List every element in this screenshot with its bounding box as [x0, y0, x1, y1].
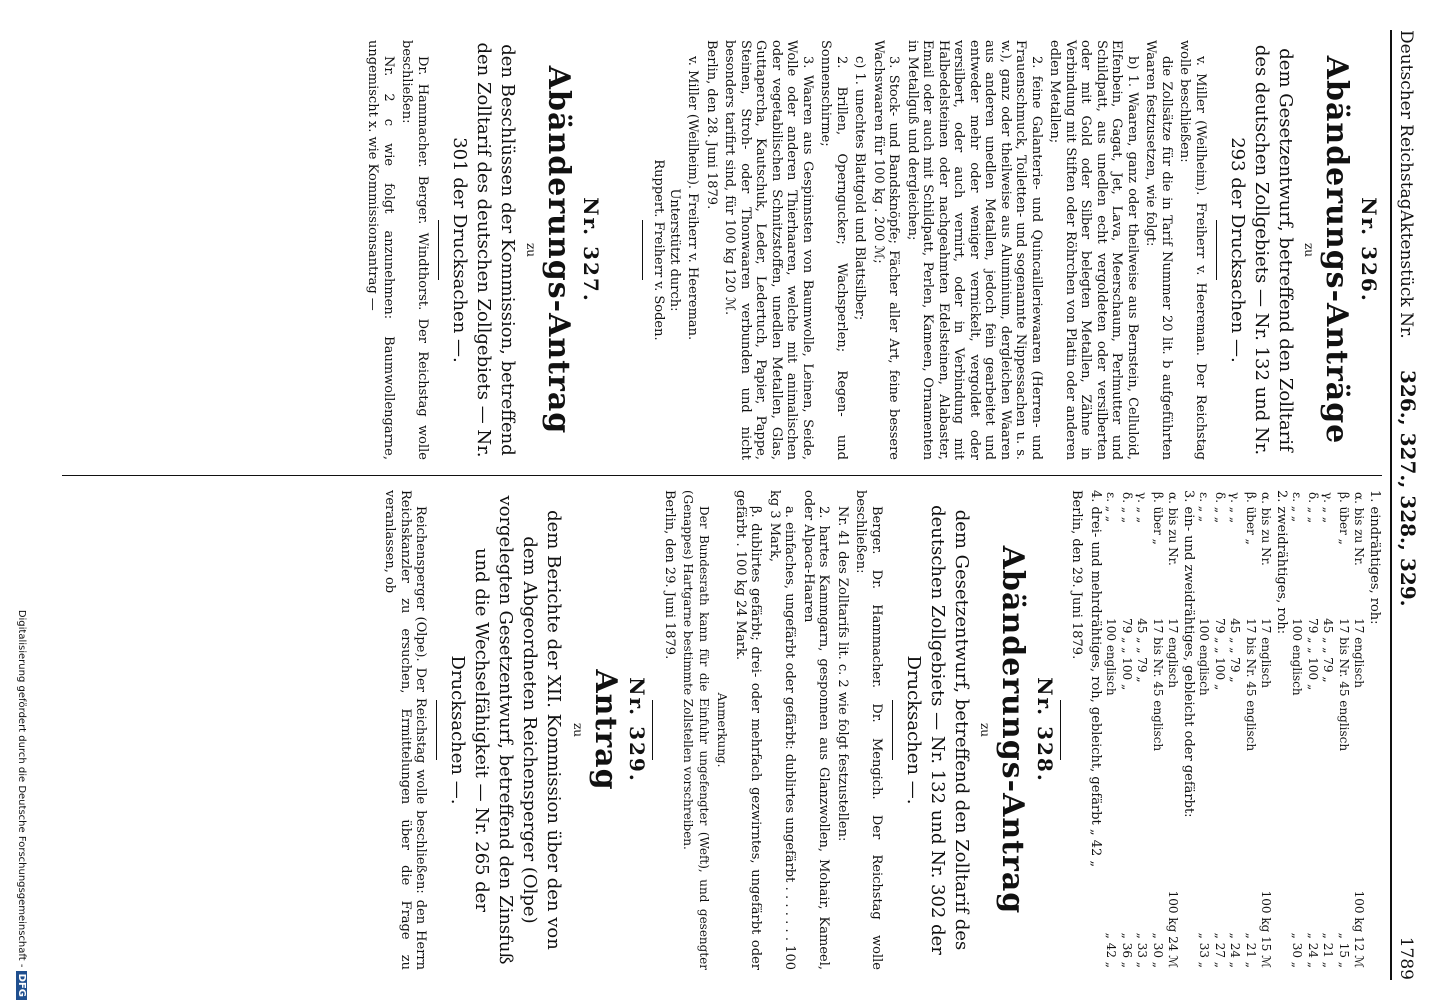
- tariff-cell: 100 kg 15 ℳ: [1259, 890, 1274, 968]
- tariff-cell: ε. „ „: [1104, 492, 1119, 523]
- doc-328-note: Der Bundesrath kann für die Einfuhr ungefengter (Weft), und gesengter (Genappes) Hartgarne bestimmte Zollstellen vorschreiben.: [681, 490, 711, 970]
- table-row: [1150, 490, 1166, 970]
- tariff-cell: 100 englisch: [1104, 618, 1119, 696]
- tariff-cell: 17 englisch: [1166, 618, 1181, 688]
- doc-326-b1: b) 1. Waaren, ganz oder theilweise aus Bernstein, Celluloid, Elfenbein, Gagat, Jet, Lava, Meerschaum, Perlmutter und Schildpatt, aus unedlen echt vergoldeten oder versilberten oder mit Gold oder Silber belegten Metallen, Zähne in Verbindung mit Stiften oder Röhrchen von Platin oder anderen edlen Metallen;: [1047, 40, 1140, 460]
- tariff-cell: „ 27 „: [1213, 932, 1227, 968]
- doc-326-signers: v. Miller (Weilheim). Freiherr v. Heereman.: [685, 56, 701, 341]
- doc-328-subject: dem Gesetzentwurf, betreffend den Zolltarif des deutschen Zollgebiets — Nr. 132 und Nr. 302 der Drucksachen —.: [903, 505, 972, 955]
- tariff-cell: „ 24 „: [1228, 932, 1243, 968]
- tariff-section-2: [1196, 490, 1289, 970]
- doc-328-body3: a. einfaches, ungefärbt oder gefärbt: dublirtes ungefärbt . . . . . . . 100 kg 3 Mark,: [767, 490, 798, 970]
- doc-328-title: Abänderungs-Antrag: [995, 545, 1031, 915]
- tariff-cell: 100 kg 24 ℳ: [1166, 890, 1181, 968]
- tariff-cell: „ 33 „: [1197, 932, 1212, 968]
- divider: [438, 220, 439, 280]
- doc-327-intro: Dr. Hammacher. Berger. Windthorst. Der Reichstag wolle beschließen:: [399, 40, 430, 460]
- tariff-cell: „ 15 „: [1337, 932, 1351, 968]
- doc-327-title: Abänderungs-Antrag: [541, 65, 577, 435]
- doc-326-supporters: Ruppert. Freiherr v. Soden.: [651, 159, 667, 341]
- doc-326-date: Berlin, den 28. Juni 1879.: [704, 40, 719, 210]
- divider: [653, 700, 654, 760]
- tariff-cell: β. über „: [1244, 492, 1258, 545]
- tariff-cell: ε. „ „: [1290, 492, 1305, 523]
- doc-329-title: Antrag: [588, 669, 623, 791]
- table-row: [1165, 490, 1181, 970]
- tariff-cell: γ. „ „: [1135, 492, 1150, 524]
- doc-328-body4: β. dublirtes gefärbt; drei- oder mehrfach gezwirntes, ungefärbt oder gefärbt . 100 kg 24 Mark.: [733, 490, 764, 970]
- tariff-last: 4. drei- und mehrdrähtiges, roh, gebleicht, gefärbt „ 42 „: [1088, 490, 1103, 868]
- header-numbers: 326., 327., 328., 329.: [1396, 370, 1420, 607]
- tariff-cell: 100 englisch: [1290, 618, 1305, 696]
- tariff-cell: δ. „ „: [1306, 492, 1320, 524]
- table-row: [1243, 490, 1259, 970]
- doc-326-title: Abänderungs-Anträge: [1319, 55, 1355, 445]
- doc-326-subject: dem Gesetzentwurf, betreffend den Zolltarif des deutschen Zollgebiets — Nr. 132 und Nr. 293 der Drucksachen —.: [1227, 44, 1296, 456]
- tariff-cell: „ 24 „: [1306, 932, 1320, 968]
- table-row: [1320, 490, 1336, 970]
- tariff-cell: γ. „ „: [1321, 492, 1336, 524]
- doc-328-date: Berlin, den 29. Juni 1879.: [662, 490, 677, 660]
- credit-text: Digitalisierung gefördert durch die Deutsche Forschungsgemeinschaft -: [16, 609, 27, 968]
- table-row: [1196, 490, 1212, 970]
- doc-328-body2: 2. hartes Kammgarn, gesponnen aus Glanzwollen, Mohair, Kameel, oder Alpaca-Haaren: [801, 490, 832, 970]
- tariff-cell: 17 bis Nr. 45 englisch: [1244, 618, 1258, 752]
- divider: [1060, 700, 1061, 760]
- doc-328-body1: Nr. 41 des Zolltarifs lit. c. 2 wie folgt festzustellen:: [835, 506, 850, 842]
- dfg-logo: DFG: [16, 971, 27, 1000]
- doc-326-c3: 3. Waaren aus Gespinnsten von Baumwolle, Leinen, Seide, Wolle oder anderen Thierhaaren, welche mit animalischen oder vegetabilischen Schnitzstoffen, unedlen Metallen, Glas, Guttapercha, Kautschuk, Leder, Ledertuch, Papier, Pappe, Steinen, Stroh- oder Thonwaaren verbunden und nicht besonders tarifirt sind, für 100 kg 120 ℳ.: [722, 40, 815, 460]
- doc-328-note-title: Anmerkung.: [715, 692, 730, 768]
- doc-326-b2: 2. feine Galanterie- und Quincailleriewaaren (Herren- und Frauenschmuck, Toiletten- und sogenannte Nippessachen u. s. w.), ganz oder theilweise aus Aluminium, dergleichen Waaren aus anderen unedlen Metallen, jedoch fein gearbeitet und entweder mehr oder weniger vernickelt, vergoldet oder versilbert, oder auch vernirt, oder in Verbindung mit Halbedelsteinen oder nachgeahmten Edelsteinen, Alabaster, Email oder auch mit Schildpatt, Perlen, Kameen, Ornamenten in Metallguß und dergleichen;: [905, 40, 1044, 460]
- tariff-section-label: 2. zweidrähtiges, roh:: [1274, 490, 1289, 635]
- tariff-cell: „ 21 „: [1244, 932, 1258, 968]
- tariff-cell: α. bis zu Nr.: [1166, 492, 1181, 566]
- table-row: [1351, 490, 1367, 970]
- tariff-cell: 79 „ „ 100 „: [1306, 618, 1320, 691]
- tariff-cell: δ. „ „: [1120, 492, 1134, 524]
- divider: [642, 220, 643, 280]
- tariff-rows: [1103, 490, 1181, 970]
- divider: [892, 700, 893, 760]
- doc-327-body: Nr. 2 c wie folgt anzunehmen: Baumwollengarne, ungemischt x. wie Kommissionsantrag —: [365, 40, 396, 460]
- tariff-rows: [1196, 490, 1274, 970]
- tariff-cell: β. über „: [1151, 492, 1165, 545]
- doc-327-zu: zu: [524, 242, 539, 258]
- doc-326-b3: 3. Stock- und Bandsknöpfe; Fächer aller Art, feine bessere Wachswaaren für 100 kg . 200 ℳ;: [871, 40, 902, 460]
- tariff-section-label: 1. eindrähtiges, roh:: [1367, 490, 1382, 625]
- doc-326-supported: Unterstützt durch:: [667, 188, 682, 312]
- doc-328-number: Nr. 328.: [1033, 677, 1057, 783]
- doc-329-body: Reichensperger (Olpe). Der Reichstag wolle beschließen: den Herrn Reichskanzler zu ersuchen, Ermittelungen über die Frage zu veranlassen, ob: [382, 490, 429, 970]
- doc-327-number: Nr. 327.: [579, 197, 603, 303]
- doc-328-zu: zu: [978, 722, 993, 738]
- table-row: [1103, 490, 1119, 970]
- doc-328-intro: Berger. Dr. Hammacher. Dr. Mengich. Der Reichstag wolle beschließen:: [853, 490, 884, 970]
- doc-329-number: Nr. 329.: [625, 677, 650, 783]
- tariff-cell: γ. „ „: [1228, 492, 1243, 524]
- tariff-cell: α. bis zu Nr.: [1352, 492, 1367, 566]
- doc-329-zu: zu: [571, 722, 585, 738]
- tariff-cell: „ 33 „: [1135, 932, 1150, 968]
- tariff-cell: 45 „ „ 79 „: [1135, 618, 1150, 683]
- header-aktenstueck: Aktenstück Nr.: [1396, 210, 1416, 339]
- table-row: [1289, 490, 1305, 970]
- doc-326-c1: c) 1. unechtes Blattgold und Blattsilber;: [852, 56, 868, 321]
- tariff-cell: 17 englisch: [1352, 618, 1367, 688]
- tariff-cell: „ 21 „: [1321, 932, 1336, 968]
- divider: [1216, 220, 1217, 280]
- tariff-cell: 17 englisch: [1259, 618, 1274, 688]
- header-title: Deutscher Reichstag: [1396, 30, 1416, 210]
- digitization-credit: [16, 0, 27, 1000]
- tariff-cell: 79 „ „ 100 „: [1213, 618, 1227, 691]
- left-column: [362, 40, 1382, 460]
- doc-326-intro: v. Miller (Weilheim). Freiherr v. Heereman. Der Reichstag wolle beschließen:: [1177, 40, 1208, 460]
- page-header: [1390, 30, 1424, 980]
- doc-326-c2: 2. Brillen, Operngucker; Wachsperlen; Regen- und Sonnenschirme;: [818, 40, 849, 460]
- table-row: [1134, 490, 1150, 970]
- tariff-cell: 79 „ „ 100 „: [1120, 618, 1134, 691]
- table-row: [1336, 490, 1352, 970]
- tariff-cell: 17 bis Nr. 45 englisch: [1151, 618, 1165, 752]
- tariff-table: [1069, 490, 1382, 970]
- tariff-cell: 17 bis Nr. 45 englisch: [1337, 618, 1351, 752]
- tariff-cell: „ 42 „: [1104, 932, 1119, 968]
- doc-329-subject: dem Berichte der XII. Kommission über den von dem Abgeordneten Reichensperger (Olpe) vorgelegten Gesetzentwurf, betreffend den Zinsfuß und die Wechselfähigkeit — Nr. 265 der Drucksachen —.: [447, 495, 565, 965]
- tariff-section-3: [1103, 490, 1196, 970]
- doc-326-zu: zu: [1302, 242, 1317, 258]
- tariff-cell: α. bis zu Nr.: [1259, 492, 1274, 566]
- tariff-date: Berlin, den 29. Juni 1879.: [1069, 490, 1085, 660]
- right-column: [379, 490, 1382, 970]
- tariff-cell: 45 „ „ 79 „: [1228, 618, 1243, 683]
- table-row: [1227, 490, 1243, 970]
- tariff-cell: δ. „ „: [1213, 492, 1227, 524]
- tariff-cell: 45 „ „ 79 „: [1321, 618, 1336, 683]
- table-row: [1258, 490, 1274, 970]
- doc-326-number: Nr. 326.: [1357, 197, 1381, 303]
- tariff-section-1: [1289, 490, 1382, 970]
- table-row: [1212, 490, 1228, 970]
- doc-327-subject: den Beschlüssen der Kommission, betreffend den Zolltarif des deutschen Zollgebiets — Nr. 301 der Drucksachen —.: [449, 42, 518, 458]
- tariff-cell: 100 englisch: [1197, 618, 1212, 696]
- tariff-cell: 100 kg 12 ℳ: [1352, 890, 1367, 968]
- tariff-rows: [1289, 490, 1367, 970]
- divider: [437, 700, 438, 760]
- tariff-cell: „ 30 „: [1151, 932, 1165, 968]
- table-row: [1305, 490, 1321, 970]
- tariff-section-label: 3. ein- und zweidrähtiges, gebleicht oder gefärbt:: [1181, 490, 1196, 818]
- tariff-cell: „ 36 „: [1120, 932, 1134, 968]
- doc-326-a: die Zollsätze für die in Tarif Nummer 20 lit. b aufgeführten Waaren festzusetzen, wie folgt:: [1143, 40, 1174, 460]
- page-number: 1789: [1396, 936, 1416, 980]
- column-divider: [62, 475, 1382, 476]
- tariff-cell: β. über „: [1337, 492, 1351, 545]
- tariff-cell: ε. „ „: [1197, 492, 1212, 523]
- tariff-cell: „ 30 „: [1290, 932, 1305, 968]
- table-row: [1119, 490, 1135, 970]
